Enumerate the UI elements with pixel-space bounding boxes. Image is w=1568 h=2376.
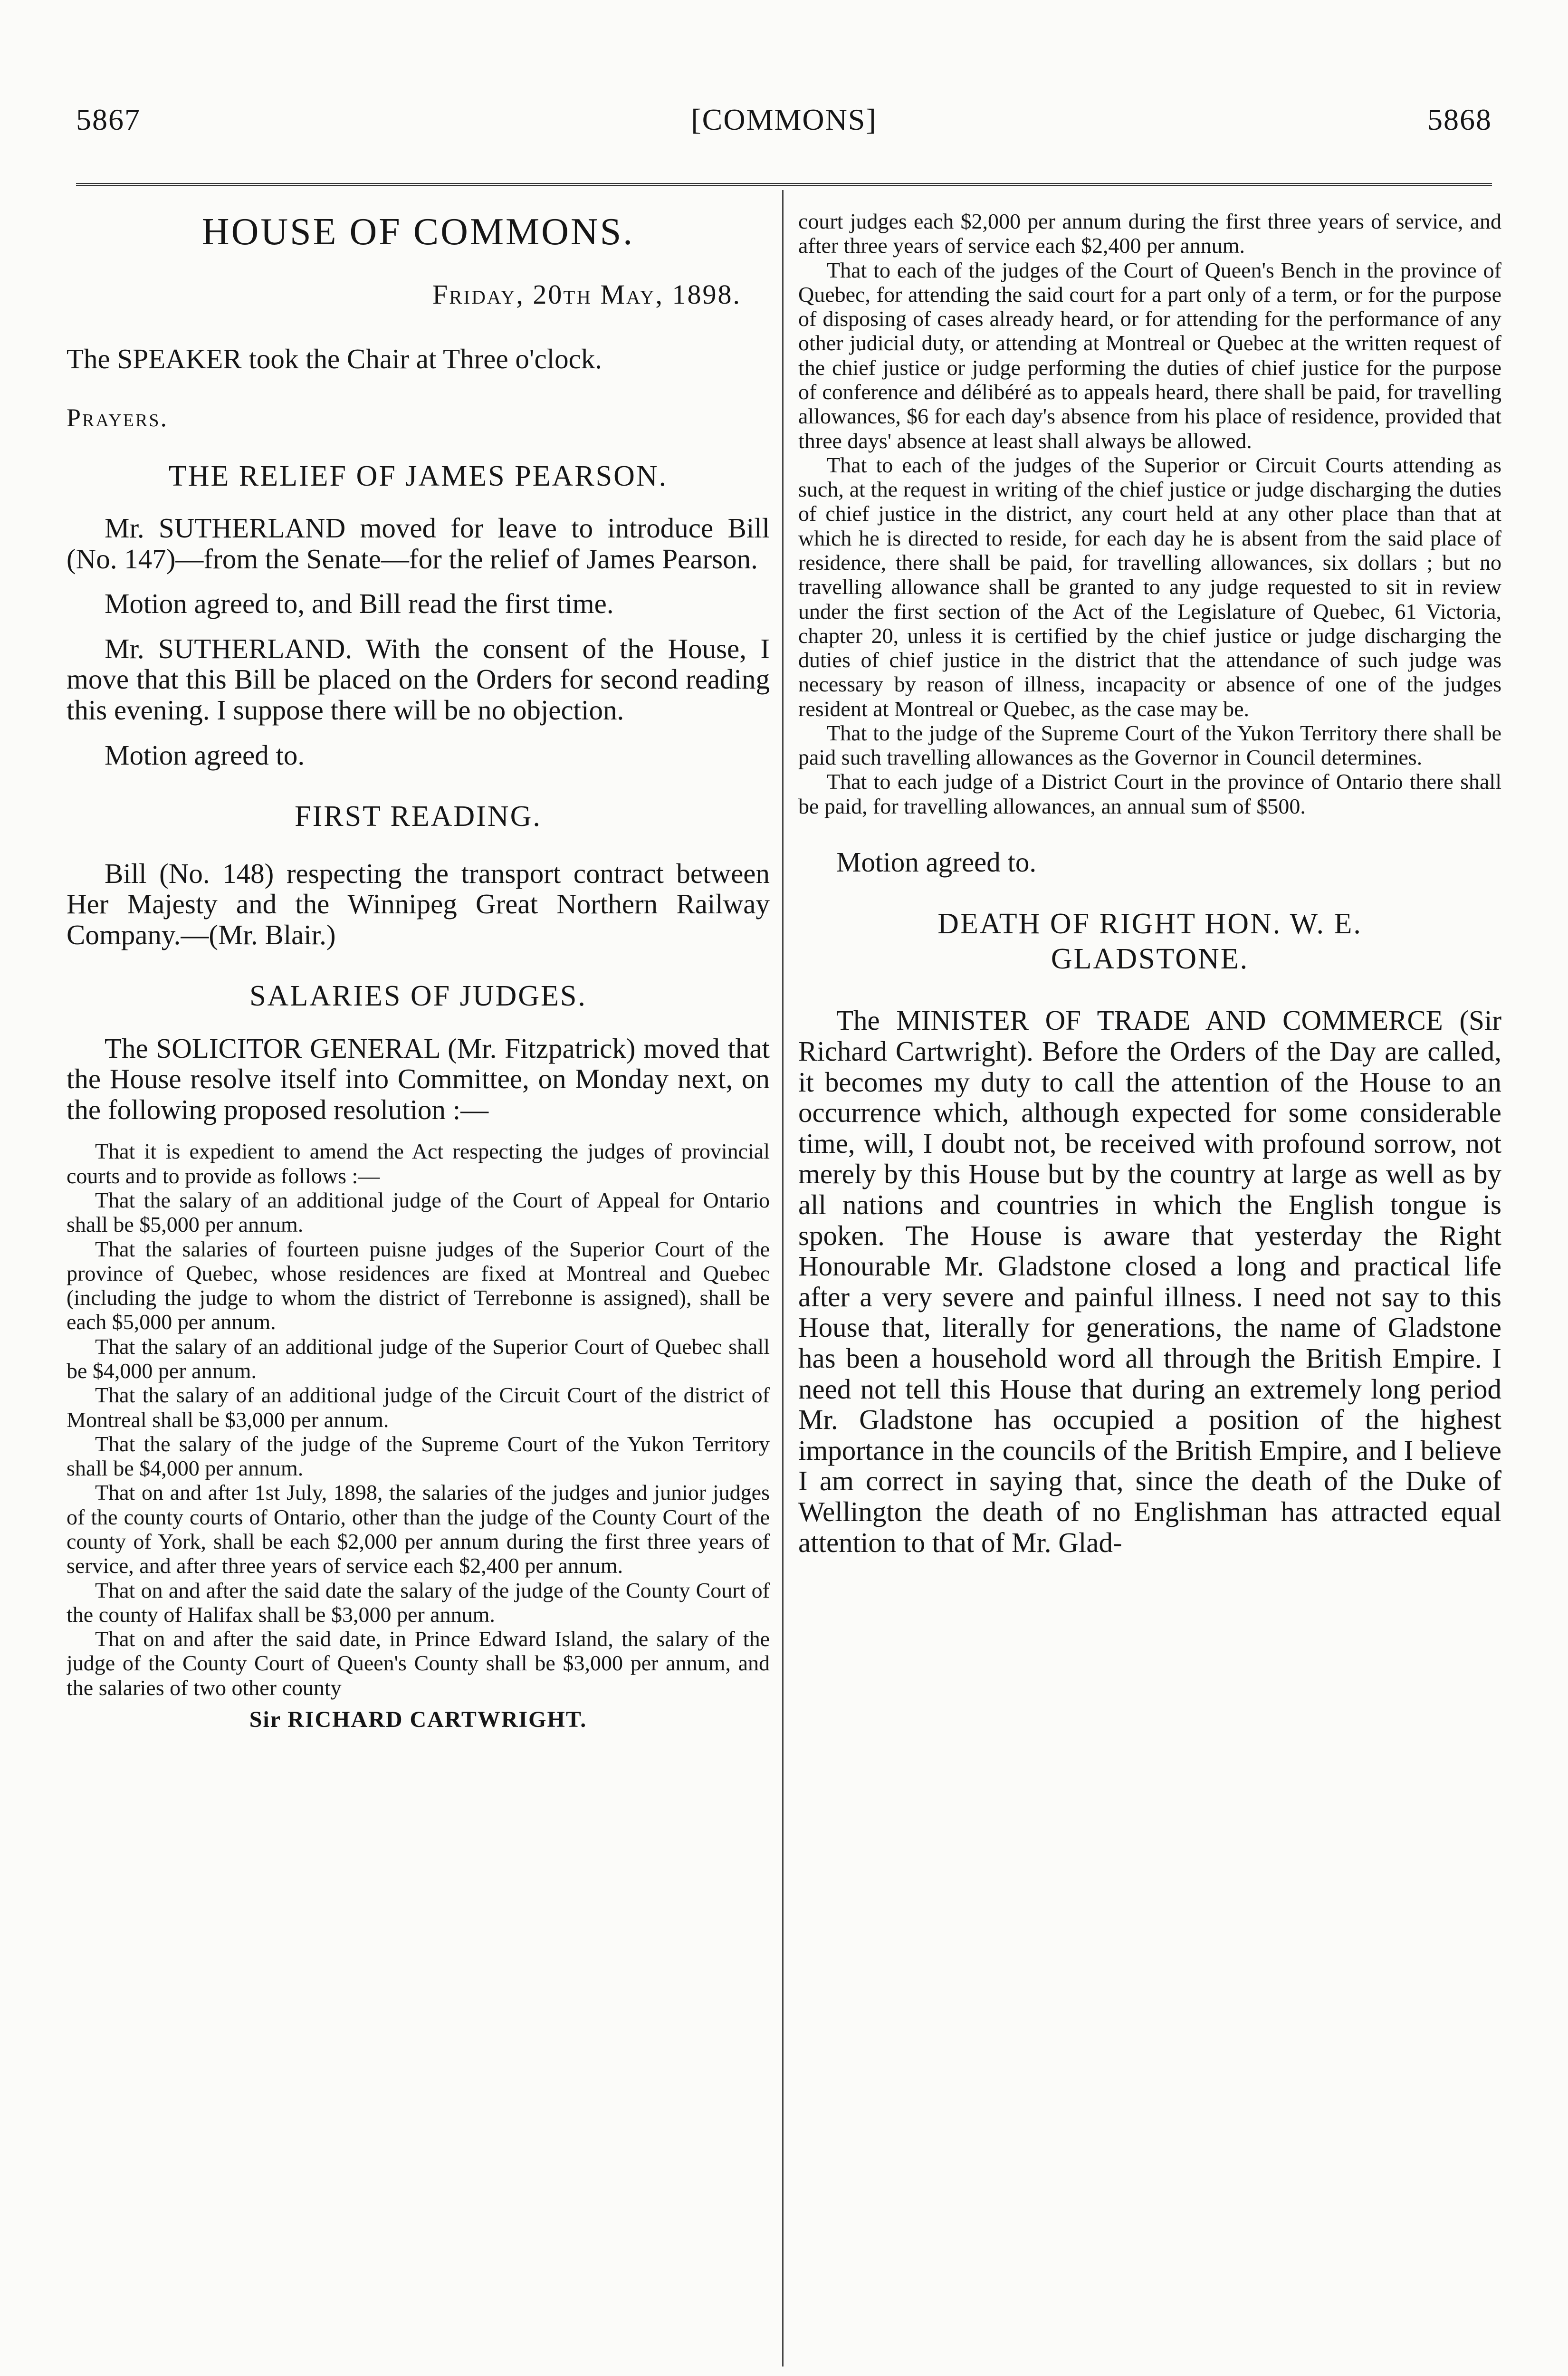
resolution-9: That on and after the said date, in Prince Edward Island, the salary of the judge of the County Court of Queen's County shall be $3,000 per annum, and the salaries of two other county [67,1627,770,1700]
header-rule [76,183,1492,186]
right-column [798,209,1501,2376]
resolution-7: That on and after 1st July, 1898, the salaries of the judges and junior judges of the county courts of Ontario, other than the judge of the County Court of the county of York, shall be each $2,000 per annum during the first three years of service, and after three years of service each $2,400 per annum. [67,1480,770,1578]
resolution-2: That the salary of an additional judge of the Court of Appeal for Ontario shall be $5,000 per annum. [67,1188,770,1237]
resolution-continued-2: That to each of the judges of the Court of Queen's Bench in the province of Quebec, for attending the said court for a part only of a term, or for the purpose of disposing of cases already heard, or for attending for the performance of any other judicial duty, or attending at Montreal or Quebec at the written request of the chief justice or judge performing the duties of chief justice for the purpose of conference and délibéré as to appeals heard, there shall be paid, for travelling allowances, $6 for each day's absence from his place of residence, provided that three days' absence at least shall always be allowed. [798,258,1501,453]
first-reading-paragraph: Bill (No. 148) respecting the transport contract between Her Majesty and the Winnipeg Great Northern Railway Company.—(Mr. Blair.) [67,857,770,950]
salaries-intro: The SOLICITOR GENERAL (Mr. Fitzpatrick) moved that the House resolve itself into Committee, on Monday next, on the following proposed resolution :— [67,1032,770,1125]
relief-paragraph-2: Motion agreed to, and Bill read the first time. [105,588,614,620]
house-title: HOUSE OF COMMONS. [201,211,635,253]
resolution-4: That the salary of an additional judge of the Superior Court of Quebec shall be $4,000 per annum. [67,1334,770,1383]
relief-paragraph-1: Mr. SUTHERLAND moved for leave to introduce Bill (No. 147)—from the Senate—for the relief of James Pearson. [67,512,770,575]
resolution-3: That the salaries of fourteen puisne judges of the Superior Court of the province of Quebec, whose residences are fixed at Montreal and Quebec (including the judge to whom the district of Terrebonne is assigned), shall be each $5,000 per annum. [67,1236,770,1334]
relief-paragraph-4: Motion agreed to. [105,739,305,771]
prayers: Prayers. [67,403,168,432]
resolution-continued-3: That to each of the judges of the Superior or Circuit Courts attending as such, at the request in writing of the chief justice or judge discharging the duties of chief justice in the district, any court held at any other place than that at which he is directed to reside, for each day he is absent from the said place of residence, there shall be paid, for travelling allowances, six dollars ; but no travelling allowance shall be granted to any judge requested to sit in review under the first section of the Act of the Legislature of Quebec, 61 Victoria, chapter 20, unless it is certified by the chief justice or judge discharging the duties of chief justice in the district that the attendance of such judge was necessary by reason of illness, incapacity or absence of one of the judges resident at Montreal or Quebec, as the case may be. [798,452,1501,721]
death-heading: DEATH OF RIGHT HON. W. E. GLADSTONE. [937,907,1362,976]
speaker-note: The SPEAKER took the Chair at Three o'clock. [67,343,602,374]
resolution-6: That the salary of the judge of the Supreme Court of the Yukon Territory shall be $4,000 per annum. [67,1431,770,1481]
relief-paragraph-3: Mr. SUTHERLAND. With the consent of the House, I move that this Bill be placed on the Orders for second reading this evening. I suppose there will be no objection. [67,632,770,726]
resolution-5: That the salary of an additional judge of the Circuit Court of the district of Montreal shall be $3,000 per annum. [67,1383,770,1432]
page-header [57,102,1511,140]
resolution-1: That it is expedient to amend the Act respecting the judges of provincial courts and to provide as follows :— [67,1139,770,1188]
resolution-continued-5: That to each judge of a District Court in the province of Ontario there shall be paid, for travelling allowances, an annual sum of $500. [798,769,1501,818]
first-reading-heading: FIRST READING. [295,800,542,833]
running-head: [COMMONS] [691,103,877,136]
left-column [67,209,770,2376]
sitting-date: Friday, 20th May, 1898. [432,279,741,310]
page-number-left: 5867 [76,103,141,136]
resolution-continued-1: court judges each $2,000 per annum during the first three years of service, and after three years of service each $2,400 per annum. [798,209,1501,258]
resolution-continued-4: That to the judge of the Supreme Court of the Yukon Territory there shall be paid such travelling allowances as the Governor in Council determines. [798,720,1501,770]
relief-heading: THE RELIEF OF JAMES PEARSON. [168,460,668,492]
column-divider [782,190,784,2366]
resolution-8: That on and after the said date the salary of the judge of the County Court of the county of Halifax shall be $3,000 per annum. [67,1578,770,1627]
death-paragraph: The MINISTER OF TRADE AND COMMERCE (Sir Richard Cartwright). Before the Orders of the Day are called, it becomes my duty to call the attention of the House to an occurrence which, although expected for some considerable time, will, I doubt not, be received with profound sorrow, not merely by this House but by the country at large as well as by all nations and countries in which the English tongue is spoken. The House is aware that yesterday the Right Honourable Mr. Gladstone closed a long and practical life after a very severe and painful illness. I need not say to this House that, literally for generations, the name of Gladstone has been a household word all through the British Empire. I need not tell this House that during an extremely long period Mr. Gladstone has occupied a position of the highest importance in the councils of the British Empire, and I believe I am correct in saying that, since the death of the Duke of Wellington the death of no Englishman has attracted equal attention to that of Mr. Glad- [798,1005,1501,1558]
motion-agreed: Motion agreed to. [836,846,1037,878]
salaries-heading: SALARIES OF JUDGES. [249,980,587,1013]
footer-speaker-name: Sir RICHARD CARTWRIGHT. [249,1706,587,1732]
page-number-right: 5868 [1427,103,1492,136]
